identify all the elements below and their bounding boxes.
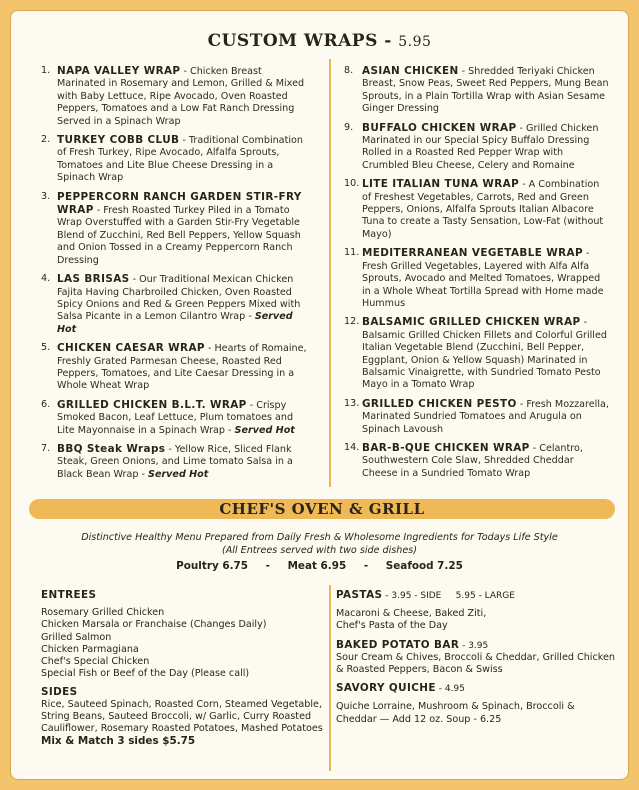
wrap-item-8 (344, 65, 609, 116)
wrap-item-6 (41, 399, 311, 437)
wrap-item-2 (41, 134, 311, 185)
entree-pricing (11, 560, 628, 572)
item-description: - Balsamic Grilled Chicken Fillets and Colorful Grilled Italian Vegetable Blend (Zucchini, Bell Pepper, Eggplant, Onion & Yellow Squash) Marinated in Balsamic Vinaigrette, with Sundried Tomato Pesto Mayo in a Tomato Wrap (362, 317, 607, 391)
item-number: 8. (344, 65, 354, 76)
item-name: LAS BRISAS (57, 273, 130, 286)
item-description: - Fresh Grilled Vegetables, Layered with Alfa Alfa Sprouts, Avocado and Melted Tomatoes, Wrapped in a Whole Wheat Tortilla Spread with Home made Hummus (362, 248, 604, 309)
chef-tagline (11, 531, 628, 557)
wrap-item-9 (344, 122, 609, 173)
item-number: 10. (344, 178, 360, 190)
custom-wraps-price: 5.95 (398, 34, 432, 50)
item-number: 12. (344, 316, 360, 328)
item-name: BAR-B-QUE CHICKEN WRAP (362, 441, 530, 454)
item-name: TURKEY COBB CLUB (57, 134, 180, 147)
item-description: - Fresh Mozzarella, Marinated Sundried Tomatoes and Arugula on Spinach Lavoush (362, 398, 609, 435)
price-separator: - (265, 560, 270, 572)
item-number: 6. (41, 398, 51, 410)
quiche-heading: SAVORY QUICHE (336, 682, 436, 695)
wraps-left-column (41, 65, 311, 487)
wrap-item-10 (344, 178, 609, 241)
pasta-line: Macaroni & Cheese, Baked Ziti, (336, 608, 487, 620)
quiche-price: - 4.95 (435, 684, 465, 695)
item-name: BALSAMIC GRILLED CHICKEN WRAP (362, 316, 581, 329)
meat-price: Meat 6.95 (287, 560, 347, 572)
entree-item: Chicken Marsala or Franchaise (Changes Daily) (41, 619, 267, 631)
item-description: - Shredded Teriyaki Chicken Breast, Snow Peas, Sweet Red Peppers, Mung Bean Sprouts, in a Plain Tortilla Wrap with Asian Sesame Ginger Dressing (362, 66, 609, 115)
menu-page (10, 10, 629, 780)
item-name: NAPA VALLEY WRAP (57, 65, 181, 77)
item-number: 2. (41, 134, 51, 146)
wraps-right-column (344, 65, 609, 486)
item-name: LITE ITALIAN TUNA WRAP (362, 178, 520, 191)
item-number: 3. (41, 190, 51, 202)
item-description: - Chicken Breast Marinated in Rosemary and Lemon, Grilled & Mixed with Baby Lettuce, Ripe Avocado, Oven Roasted Peppers, Tomatoes and a Low Fat Ranch Dressing Served in a Spinach Wrap (57, 66, 305, 127)
item-description: - Traditional Combination of Fresh Turkey, Ripe Avocado, Alfalfa Sprouts, Tomatoes and Lite Blue Cheese Dressing in a Spinach Wrap (57, 135, 303, 184)
wrap-item-12 (344, 316, 609, 391)
item-description: - Grilled Chicken Marinated in our Special Spicy Buffalo Dressing Rolled in a Roasted Red Pepper Wrap with Crumbled Bleu Cheese, Celery and Romaine (362, 122, 599, 171)
item-description: - Crispy Smoked Bacon, Leaf Lettuce, Plum tomatoes and Lite Mayonnaise in a Spinach Wrap - (57, 399, 294, 436)
item-description: - Hearts of Romaine, Freshly Grated Parmesan Cheese, Roasted Red Peppers, Tomatoes, and Lite Caesar Dressing in a Whole Wheat Wrap (57, 343, 307, 392)
item-number: 11. (344, 247, 360, 259)
item-name: GRILLED CHICKEN PESTO (362, 397, 517, 410)
pasta-line: Chef's Pasta of the Day (336, 620, 448, 632)
price-separator: - (363, 560, 369, 572)
item-description: - A Combination of Freshest Vegetables, Carrots, Red and Green Peppers, Onions, Alfalfa Sprouts Italian Albacore Tuna to create a Tasty Sensation, Low-Fat (without Mayo) (362, 179, 604, 240)
item-name: PEPPERCORN RANCH GARDEN STIR-FRY WRAP (57, 190, 302, 217)
wrap-item-7 (41, 443, 311, 481)
item-description: - Fresh Roasted Turkey Piled in a Tomato Wrap Overstuffed with a Garden Stir-Fry Vegetable Blend of Zucchini, Red Bell Peppers, Yellow Squash and Onion Tossed in a Creamy Peppercorn Ranch Dressing (57, 205, 301, 266)
item-number: 5. (41, 342, 51, 354)
pastas-potato-quiche-section (336, 589, 616, 726)
served-hot-label: Served Hot (57, 311, 293, 335)
item-description: - Our Traditional Mexican Chicken Fajita Having Charbroiled Chicken, Oven Roasted Spicy Onions and Red & Green Peppers Mixed with Salsa Picante in a Lemon Cilantro Wrap - (57, 274, 301, 323)
item-number: 1. (41, 65, 51, 76)
item-name: ASIAN CHICKEN (362, 65, 459, 77)
entree-item: Chicken Parmagiana (41, 643, 139, 655)
wrap-item-13 (344, 398, 609, 436)
tagline-line-2: (All Entrees served with two side dishes) (221, 545, 418, 556)
baked-potato-options: Sour Cream & Chives, Broccoli & Cheddar, Grilled Chicken & Roasted Peppers, Bacon & Swiss (336, 651, 615, 676)
item-description: - Celantro, Southwestern Cole Slaw, Shredded Cheddar Cheese in a Sundried Tomato Wrap (362, 442, 583, 479)
entrees-heading: ENTREES (41, 589, 97, 601)
baked-potato-price: - 3.95 (459, 640, 489, 651)
mix-match-price: Mix & Match 3 sides $5.75 (41, 735, 196, 748)
sides-list: Rice, Sauteed Spinach, Roasted Corn, Steamed Vegetable, String Beans, Sauteed Broccoli, w/ Garlic, Curry Roasted Cauliflower, Rosemary Roasted Potatoes, Mashed Potatoes (41, 698, 323, 735)
wrap-item-1 (41, 65, 311, 128)
tagline-line-1: Distinctive Healthy Menu Prepared from Daily Fresh & Wholesome Ingredients for Todays Life Style (81, 532, 558, 543)
pastas-price: - 3.95 - SIDE 5.95 - LARGE (382, 591, 515, 601)
served-hot-label: Served Hot (148, 468, 209, 480)
wrap-item-14 (344, 442, 609, 480)
wrap-item-3 (41, 191, 311, 267)
entree-item: Rosemary Grilled Chicken (41, 607, 165, 619)
chefs-oven-grill-title: CHEF'S OVEN & GRILL (29, 499, 615, 519)
bottom-column-divider (329, 585, 331, 771)
pastas-heading: PASTAS (336, 589, 383, 601)
item-name: BBQ Steak Wraps (57, 442, 166, 455)
item-name: BUFFALO CHICKEN WRAP (362, 121, 517, 134)
sides-heading: SIDES (41, 686, 78, 699)
item-name: CHICKEN CAESAR WRAP (57, 342, 205, 355)
entree-item: Special Fish or Beef of the Day (Please call) (41, 668, 250, 680)
item-number: 13. (344, 397, 360, 409)
custom-wraps-title (11, 31, 628, 51)
entree-item: Grilled Salmon (41, 631, 112, 643)
entree-item: Chef's Special Chicken (41, 656, 150, 668)
poultry-price: Poultry 6.75 (176, 560, 248, 572)
item-number: 4. (41, 273, 51, 285)
item-name: MEDITERRANEAN VEGETABLE WRAP (362, 247, 583, 260)
seafood-price: Seafood 7.25 (385, 560, 463, 572)
wrap-item-11 (344, 247, 609, 310)
quiche-options: Quiche Lorraine, Mushroom & Spinach, Broccoli & Cheddar — Add 12 oz. Soup - 6.25 (336, 701, 575, 725)
custom-wraps-heading: CUSTOM WRAPS - (207, 31, 392, 51)
wrap-item-4 (41, 273, 311, 336)
item-name: GRILLED CHICKEN B.L.T. WRAP (57, 398, 247, 411)
column-divider (329, 59, 331, 487)
item-number: 7. (41, 442, 51, 454)
entrees-sides-section (41, 589, 323, 747)
wrap-item-5 (41, 342, 311, 393)
item-number: 14. (344, 441, 360, 453)
baked-potato-heading: BAKED POTATO BAR (336, 638, 460, 651)
served-hot-label: Served Hot (234, 424, 295, 436)
item-description: - Yellow Rice, Sliced Flank Steak, Green Onions, and Lime tomato Salsa in a Black Bean Wrap - (57, 443, 293, 480)
item-number: 9. (344, 121, 354, 133)
